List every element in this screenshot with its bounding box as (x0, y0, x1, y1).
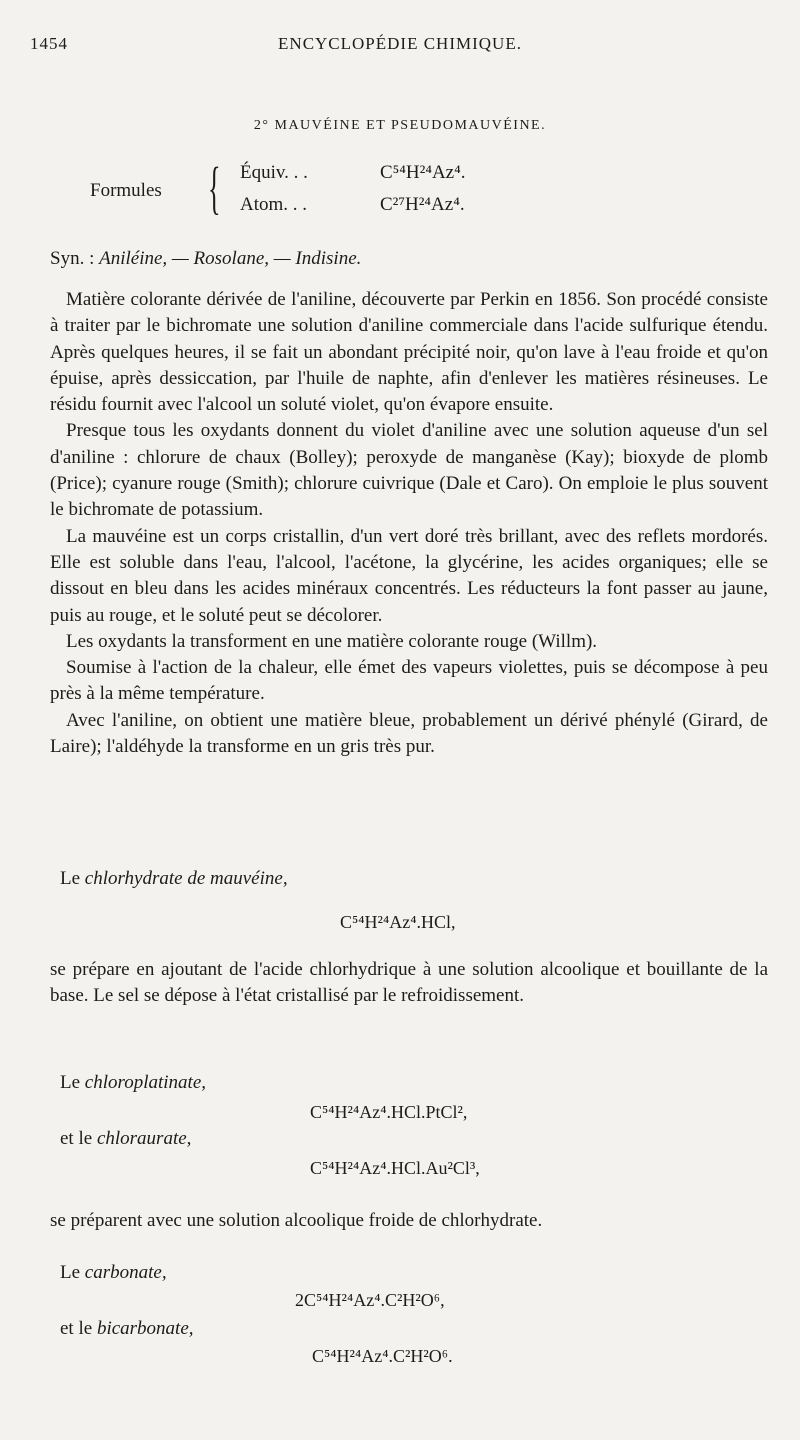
intro-word: Le (60, 1072, 81, 1093)
compound-name: chlorhydrate de mauvéine, (84, 868, 288, 889)
carbonate-formula: 2C⁵⁴H²⁴Az⁴.C²H²O⁶, (295, 1290, 445, 1310)
paragraph: se prépare en ajoutant de l'acide chlorhydrique à une solution alcoolique et bouillante de la base. Le sel se dépose à l'état cristallisé par le refroidissement. (50, 959, 768, 1007)
paragraph: Les oxydants la transforment en une matière colorante rouge (Willm). (66, 630, 598, 652)
formulas-block (90, 155, 650, 226)
chloraurate-formula: C⁵⁴H²⁴Az⁴.HCl.Au²Cl³, (310, 1158, 480, 1178)
chlorhydrate-text (50, 957, 768, 1010)
page-number: 1454 (30, 34, 68, 53)
syn-names: Aniléine, — Rosolane, — Indisine. (99, 248, 362, 269)
formula-atom-row (240, 194, 465, 216)
atom-label: Atom. . . (240, 194, 308, 215)
bicarbonate-formula: C⁵⁴H²⁴Az⁴.C²H²O⁶. (312, 1346, 453, 1366)
atom-value: C²⁷H²⁴Az⁴. (380, 194, 465, 215)
equiv-label: Équiv. . . (240, 162, 308, 183)
synonyms-line (50, 248, 361, 270)
main-text (50, 287, 768, 760)
equiv-value: C⁵⁴H²⁴Az⁴. (380, 162, 466, 183)
intro-word: Le (60, 868, 81, 889)
chlorhydrate-intro (60, 868, 288, 890)
intro-word: et le (60, 1318, 93, 1339)
intro-word: Le (60, 1262, 81, 1283)
syn-prefix: Syn. : (50, 248, 95, 269)
compound-name: chloraurate, (96, 1128, 192, 1149)
carbonate-intro (60, 1262, 167, 1284)
paragraph: Avec l'aniline, on obtient une matière bleue, probablement un dérivé phénylé (Girard, de Laire); l'aldéhyde la transforme en un gris très pur. (50, 709, 768, 758)
intro-word: et le (60, 1128, 93, 1149)
bicarbonate-intro (60, 1318, 194, 1340)
compound-name: carbonate, (84, 1262, 167, 1283)
chloroplatinate-formula: C⁵⁴H²⁴Az⁴.HCl.PtCl², (310, 1102, 468, 1122)
prepare-line: se préparent avec une solution alcoolique froide de chlorhydrate. (50, 1210, 543, 1231)
page-header (30, 34, 770, 60)
chloraurate-intro (60, 1128, 191, 1150)
paragraph: Matière colorante dérivée de l'aniline, découverte par Perkin en 1856. Son procédé consiste à traiter par le bichromate une solution d'aniline commerciale dans l'acide sulfurique étendu. Après quelques heures, il se fait un abondant précipité noir, qu'on lave à l'eau froide et qu'on épuise, après dessiccation, par l'huile de naphte, afin d'enlever les matières résineuses. Le résidu fournit avec l'alcool un soluté violet, qu'on évapore ensuite. (50, 289, 768, 416)
formula-equiv-row (240, 162, 466, 184)
section-title: 2° MAUVÉINE ET PSEUDOMAUVÉINE. (253, 118, 547, 133)
paragraph: Presque tous les oxydants donnent du violet d'aniline avec une solution aqueuse d'un sel d'aniline : chlorure de chaux (Bolley); peroxyde de manganèse (Kay); bioxyde de plomb (Price); cyanure rouge (Smith); chlorure cuivrique (Dale et Caro). On emploie le plus souvent le bichromate de potassium. (50, 420, 768, 521)
running-title: ENCYCLOPÉDIE CHIMIQUE. (278, 34, 522, 53)
paragraph: Soumise à l'action de la chaleur, elle émet des vapeurs violettes, puis se décompose à peu près à la même température. (50, 657, 768, 705)
formulas-label: Formules (90, 180, 162, 201)
paragraph: La mauvéine est un corps cristallin, d'un vert doré très brillant, avec des reflets mordorés. Elle est soluble dans l'eau, l'alcool, l'acétone, la glycérine, les acides organiques; elle se dissout en bleu dans les acides minéraux concentrés. Les réducteurs la font passer au jaune, puis au rouge, et le soluté peut se décolorer. (50, 525, 768, 626)
compound-name: chloroplatinate, (84, 1072, 206, 1093)
chlorhydrate-formula: C⁵⁴H²⁴Az⁴.HCl, (340, 912, 456, 932)
chloroplatinate-intro (60, 1072, 206, 1094)
compound-name: bicarbonate, (96, 1318, 194, 1339)
brace-icon: { (208, 155, 221, 220)
